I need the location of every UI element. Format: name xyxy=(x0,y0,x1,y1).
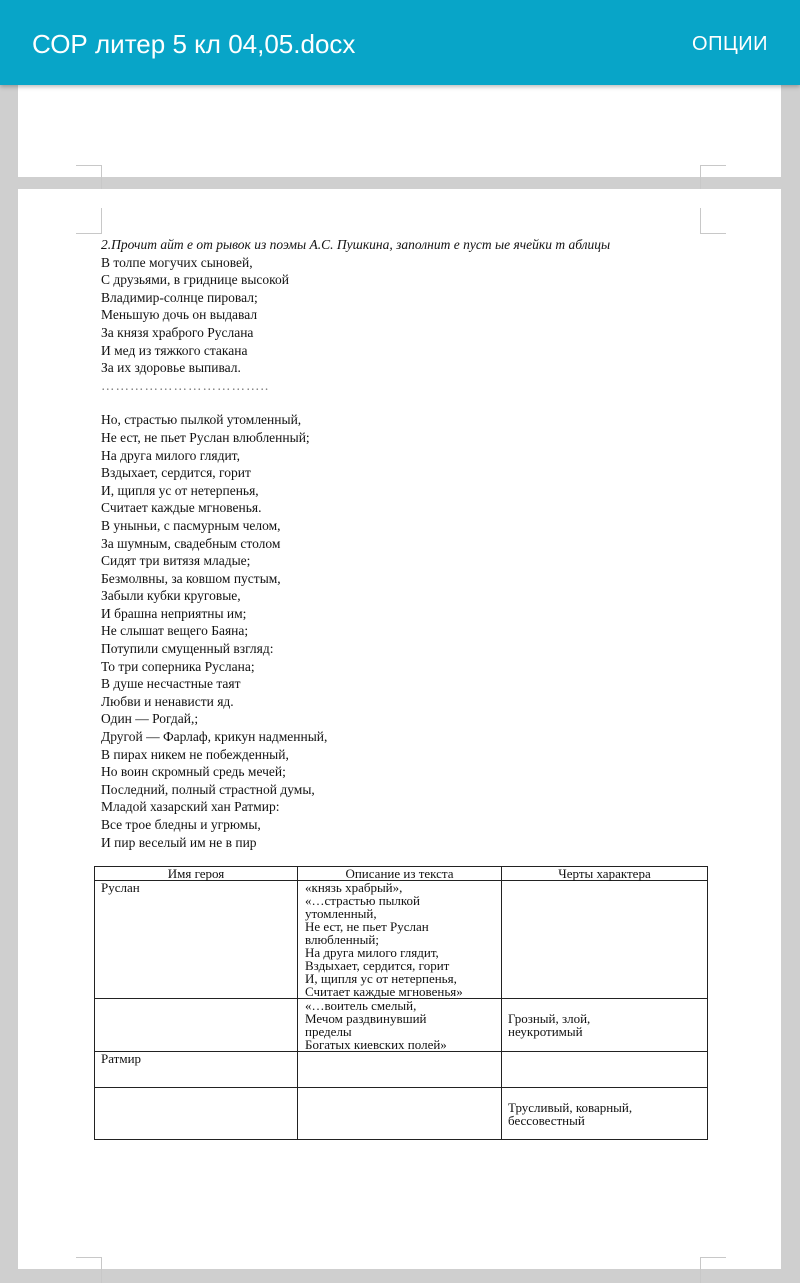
description-line: Не ест, не пьет Руслан xyxy=(305,919,429,934)
poem-stanza-1 xyxy=(101,254,721,377)
poem-line: В пирах никем не побежденный, xyxy=(101,746,289,762)
description-cell xyxy=(298,1052,502,1088)
table-header-cell: Имя героя xyxy=(95,867,298,881)
description-line: На друга милого глядит, xyxy=(305,945,439,960)
page-corner-mark xyxy=(76,1257,102,1283)
poem-line: Владимир-солнце пировал; xyxy=(101,289,258,305)
traits-cell xyxy=(502,1052,708,1088)
poem-line: И брашна неприятны им; xyxy=(101,605,247,621)
table-row xyxy=(95,1088,708,1140)
page-corner-mark xyxy=(700,208,726,234)
description-cell xyxy=(298,1088,502,1140)
poem-line: Все трое бледны и угрюмы, xyxy=(101,817,261,832)
document-title: СОР литер 5 кл 04,05.docx xyxy=(32,29,356,59)
poem-line: За князя храброго Руслана xyxy=(101,324,254,340)
hero-name-cell xyxy=(95,999,298,1052)
poem-line: Забыли кубки круговые, xyxy=(101,588,241,604)
poem-line: Но, страстью пылкой утомленный, xyxy=(101,412,302,428)
hero-name-cell: Руслан xyxy=(95,881,298,999)
poem-line: Последний, полный страстной думы, xyxy=(101,781,315,797)
table-row xyxy=(95,999,708,1052)
document-text xyxy=(101,236,721,851)
poem-line: Любви и ненависти яд. xyxy=(101,693,234,709)
poem-line: Потупили смущенный взгляд: xyxy=(101,641,274,657)
traits-line: бессовестный xyxy=(508,1112,585,1128)
poem-line: В толпе могучих сыновей, xyxy=(101,254,253,270)
poem-line: С друзьями, в гриднице высокой xyxy=(101,272,289,288)
poem-line: И, щипля ус от нетерпенья, xyxy=(101,482,259,498)
description-line: «князь храбрый», xyxy=(305,880,403,895)
poem-line: Но воин скромный средь мечей; xyxy=(101,764,286,780)
description-line: пределы xyxy=(305,1024,352,1039)
description-line: «…страстью пылкой xyxy=(305,893,421,908)
table-row xyxy=(95,881,708,999)
table-header-cell: Описание из текста xyxy=(298,867,502,881)
poem-line: Безмолвны, за ковшом пустым, xyxy=(101,570,281,586)
poem-line: И пир веселый им не в пир xyxy=(101,834,257,850)
description-line: «…воитель смелый, xyxy=(305,998,417,1013)
poem-line: Меньшую дочь он выдавал xyxy=(101,307,258,323)
page-corner-mark xyxy=(76,208,102,234)
traits-cell xyxy=(502,1088,708,1140)
page-corner-mark xyxy=(700,165,726,191)
poem-line: Не ест, не пьет Руслан влюбленный; xyxy=(101,429,310,445)
page-corner-mark xyxy=(76,165,102,191)
poem-line: За их здоровье выпивал. xyxy=(101,360,241,376)
page-corner-mark xyxy=(700,1257,726,1283)
poem-line: Сидят три витязя младые; xyxy=(101,553,251,569)
poem-line: Считает каждые мгновенья. xyxy=(101,500,262,516)
poem-line: То три соперника Руслана; xyxy=(101,658,255,674)
poem-line: На друга милого глядит, xyxy=(101,447,240,463)
traits-line: неукротимый xyxy=(508,1024,583,1039)
poem-line: В уныньи, с пасмурным челом, xyxy=(101,517,281,533)
description-line: Вздыхает, сердится, горит xyxy=(305,958,450,973)
hero-name-cell xyxy=(95,1088,298,1140)
description-cell xyxy=(298,999,502,1052)
table-row xyxy=(95,1052,708,1088)
traits-cell xyxy=(502,999,708,1052)
document-page-previous xyxy=(18,85,781,177)
ellipsis-line: …………………………….. xyxy=(101,377,270,393)
description-line: Богатых киевских полей» xyxy=(305,1037,447,1052)
description-line: Мечом раздвинувший xyxy=(305,1011,427,1026)
poem-line: Вздыхает, сердится, горит xyxy=(101,465,251,481)
poem-line: Другой — Фарлаф, крикун надменный, xyxy=(101,729,328,745)
description-line: Считает каждые мгновенья» xyxy=(305,984,463,999)
poem-line: За шумным, свадебным столом xyxy=(101,535,281,551)
poem-stanza-2 xyxy=(101,411,721,851)
description-line: влюбленный; xyxy=(305,932,379,947)
poem-line: Не слышат вещего Баяна; xyxy=(101,623,249,639)
options-menu-button[interactable]: ОПЦИИ xyxy=(692,33,768,55)
description-cell xyxy=(298,881,502,999)
stanza-spacer xyxy=(101,394,721,411)
heroes-table xyxy=(94,866,708,1140)
poem-line: Один — Рогдай,; xyxy=(101,711,199,727)
hero-name-cell: Ратмир xyxy=(95,1052,298,1088)
traits-line: Трусливый, коварный, xyxy=(508,1099,633,1115)
poem-line: Младой хазарский хан Ратмир: xyxy=(101,799,280,815)
traits-line: Грозный, злой, xyxy=(508,1011,591,1026)
traits-cell xyxy=(502,881,708,999)
table-header-cell: Черты характера xyxy=(502,867,708,881)
table-header-row xyxy=(95,867,708,881)
description-line: И, щипля ус от нетерпенья, xyxy=(305,971,457,986)
poem-line: И мед из тяжкого стакана xyxy=(101,342,248,358)
poem-line: В душе несчастные таят xyxy=(101,676,241,692)
app-bar xyxy=(0,0,800,85)
description-line: утомленный, xyxy=(305,906,377,921)
task-heading: 2.Прочит айт е от рывок из поэмы А.С. Пушкина, заполнит е пуст ые ячейки т аблицы xyxy=(101,237,611,252)
